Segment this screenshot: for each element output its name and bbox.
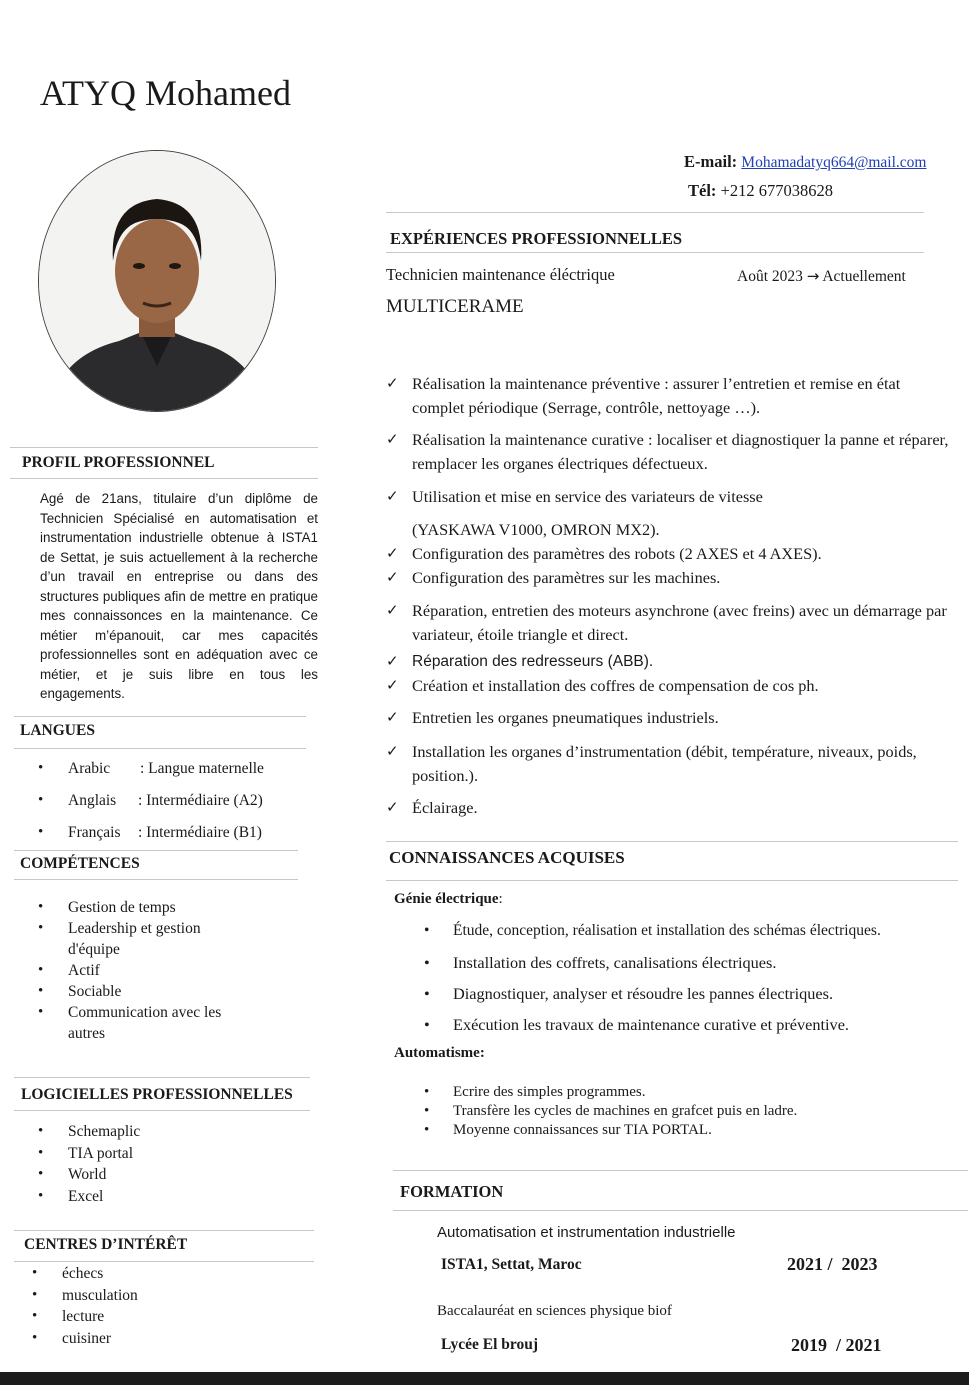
interests-list: [32, 1263, 138, 1349]
software-item: • Excel: [38, 1186, 140, 1208]
software-item: • Schemaplic: [38, 1121, 140, 1143]
formation-title: FORMATION: [400, 1182, 504, 1201]
interests-title: CENTRES D’INTÉRÊT: [24, 1236, 188, 1253]
interest-item: • cuisiner: [32, 1328, 138, 1350]
skill-item: • Communication avec les autres: [38, 1002, 238, 1044]
languages-list: [38, 760, 264, 856]
skill-item: • Gestion de temps: [38, 897, 238, 918]
candidate-name: ATYQ Mohamed: [40, 73, 291, 113]
email-label: E-mail:: [684, 152, 738, 171]
company-name: MULTICERAME: [386, 296, 524, 317]
formation-years: 2019 / 2021: [791, 1335, 882, 1355]
portrait-illustration: [39, 151, 275, 411]
interest-item: • lecture: [32, 1306, 138, 1328]
language-item: • Arabic : Langue maternelle: [38, 760, 264, 792]
job-period: Août 2023 → Actuellement: [737, 267, 906, 285]
email-line: [684, 152, 926, 172]
experience-title: EXPÉRIENCES PROFESSIONNELLES: [390, 229, 683, 248]
formation-school: ISTA1, Settat, Maroc: [441, 1256, 582, 1273]
skill-item: • Actif: [38, 960, 238, 981]
phone-value: +212 677038628: [720, 181, 833, 200]
formation-diploma: Automatisation et instrumentation industrielle: [437, 1224, 736, 1241]
formation-diploma: Baccalauréat en sciences physique biof: [437, 1303, 672, 1319]
skill-item: • Leadership et gestion d'équipe: [38, 918, 238, 960]
electrical-heading: Génie électrique:: [394, 891, 503, 907]
profile-text: Agé de 21ans, titulaire d’un diplôme de Technicien Spécialisé en automatisation et instrumentation industrielle obtenue à ISTA1 de Settat, je suis actuellement à la recherche d’un travail en entreprise ou dans des structures publiques afin de mettre en pratique mes connaissonces en la maintenance. Ce métier m’épanouit, car mes capacités professionnelles sont en adéquation avec ce métier, et je suis libre en tous les engagements.: [40, 491, 318, 701]
languages-title: LANGUES: [20, 722, 95, 739]
automation-heading: Automatisme:: [394, 1045, 485, 1061]
interest-item: • musculation: [32, 1285, 138, 1307]
language-item: • Français : Intermédiaire (B1): [38, 824, 264, 856]
software-item: • TIA portal: [38, 1143, 140, 1165]
profile-photo: [38, 150, 276, 412]
interest-item: • échecs: [32, 1263, 138, 1285]
skills-list: [38, 897, 238, 1044]
formation-school: Lycée El brouj: [441, 1336, 539, 1353]
language-item: • Anglais : Intermédiaire (A2): [38, 792, 264, 824]
phone-label: Tél:: [688, 181, 717, 200]
profile-title: PROFIL PROFESSIONNEL: [22, 454, 215, 471]
software-title: LOGICIELLES PROFESSIONNELLES: [21, 1086, 293, 1103]
formation-years: 2021 / 2023: [787, 1254, 878, 1274]
phone-line: [688, 181, 833, 201]
page-bottom-bar: [0, 1372, 969, 1385]
knowledge-title: CONNAISSANCES ACQUISES: [389, 848, 625, 867]
software-list: [38, 1121, 140, 1207]
email-link[interactable]: Mohamadatyq664@mail.com: [741, 154, 927, 171]
skill-item: • Sociable: [38, 981, 238, 1002]
software-item: • World: [38, 1164, 140, 1186]
skills-title: COMPÉTENCES: [20, 855, 140, 872]
job-title: Technicien maintenance éléctrique: [386, 265, 615, 284]
